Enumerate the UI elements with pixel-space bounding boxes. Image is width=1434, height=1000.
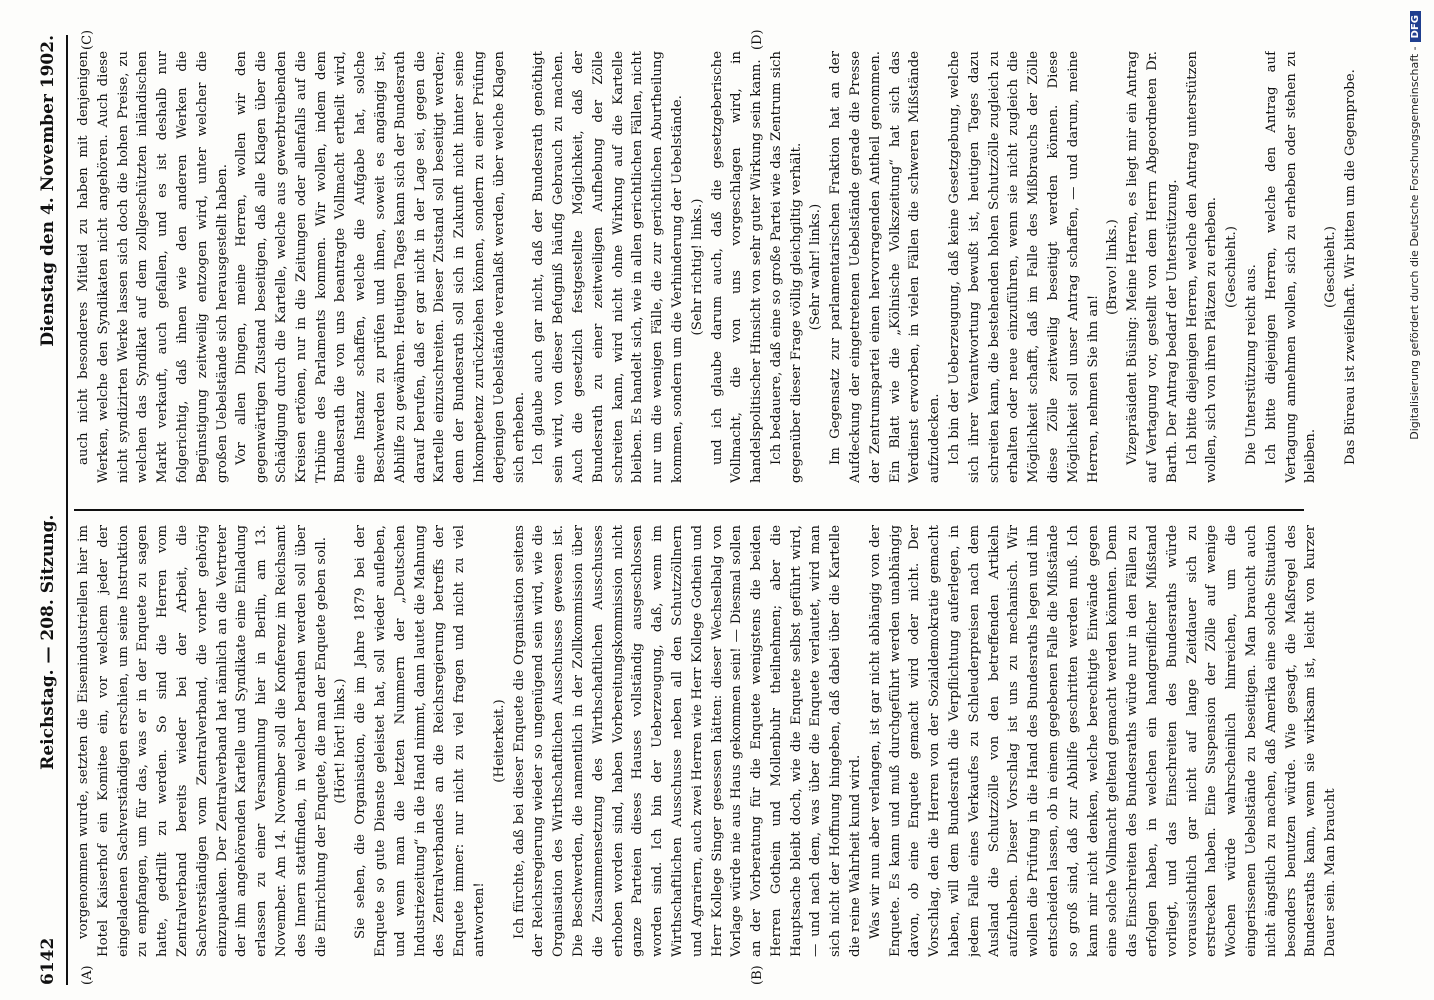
paragraph: Das Büreau ist zweifelhaft. Wir bitten um die Gegenprobe. bbox=[1343, 69, 1358, 465]
margin-letter-b: (B) bbox=[750, 965, 765, 985]
interjection: (Hört! hört! links.) bbox=[333, 678, 349, 804]
margin-letter-c: (C) bbox=[80, 29, 95, 50]
paragraph: Ich bitte diejenigen Herren, welche den Antrag unterstützen wollen, sich von ihren Plätzen zu erheben. bbox=[1184, 51, 1220, 483]
funding-text: Digitalisierung gefördert durch die Deutsche Forschungsgemeinschaft - bbox=[1408, 46, 1421, 440]
interjection: (Geschieht.) bbox=[1224, 226, 1240, 308]
margin-letter-d: (D) bbox=[750, 29, 765, 50]
paragraph: Was wir nun aber verlangen, ist gar nicht abhängig von der Enquete. Es kann und muß durchgeführt werden unabhängig davon, ob eine Enquete gemacht wird oder nicht. Der Vorschlag, den die Herren von der Sozialdemokratie gemacht haben, will dem Bundesrath die Verpflichtung auferlegen, in jedem Falle eines Verkaufes zu Schleuderpreisen nach dem Ausland die Schutzzölle von den betreffenden Artikeln aufzuheben. Dieser Vorschlag ist uns zu mechanisch. Wir wollen die Prüfung in die Hand des Bundesraths legen und ihn entscheiden lassen, ob in einem gegebenen Falle die Mißstände so groß sind, daß zur Abhilfe geschritten werden muß. Ich kann mir nicht denken, welche berechtigte Einwände gegen eine solche Vollmacht geltend gemacht werden könnten. Denn das Einschreiten des Bundesraths würde nur in den Fällen zu erfolgen haben, in welchen ein handgreiflicher Mißstand vorliegt, und das Einschreiten des Bundesraths würde voraussichtlich gar nicht auf lange Zeitdauer sich zu erstrecken haben. Eine Suspension der Zölle auf wenige Wochen würde wahrscheinlich hinreichen, um die eingerissenen Uebelstände zu beseitigen. Man braucht auch nicht ängstlich zu machen, daß Amerika eine solche Situation besonders benutzen würde. Wie gesagt, die Maßregel des Bundesraths kann, wenn sie wirksam ist, leicht von kurzer Dauer sein. Man braucht bbox=[867, 525, 1339, 957]
interjection: (Heiterkeit.) bbox=[491, 699, 507, 783]
interjection: (Sehr wahr! links.) bbox=[808, 203, 824, 331]
paragraph: Im Gegensatz zur parlamentarischen Fraktion hat an der Aufdeckung der eingetretenen Uebelstände gerade die Presse der Zentrumspartei einen hervorragenden Antheil genommen. Ein Blatt wie die „Kölnische Volkszeitung“ hat sich das Verdienst erworben, in vielen Fällen die schweren Mißstände aufzudecken. bbox=[828, 51, 943, 483]
left-column bbox=[74, 525, 1374, 957]
rotated-page-content bbox=[30, 29, 1390, 985]
page-header bbox=[30, 35, 68, 985]
paragraph: und ich glaube darum auch, daß die gesetzgeberische Vollmacht, die von uns vorgeschlagen wird, in handelspolitischer Hinsicht von sehr guter Wirkung sein kann. bbox=[709, 51, 765, 483]
paragraph: auch nicht besonderes Mitleid zu haben mit denjenigen Werken, welche den Syndikaten nicht angehören. Auch diese nicht syndizirten Werke lassen sich doch die hohen Preise, zu welchen das Syndikat auf dem zollgeschützten inländischen Markt verkauft, auch gefallen, und es ist deshalb nur folgerichtig, daß ihnen wie den anderen Werken die Begünstigung zeitweilig entzogen wird, unter welcher die großen Uebelstände sich herausgestellt haben. bbox=[76, 51, 230, 483]
interjection: (Geschieht.) bbox=[1323, 226, 1339, 308]
session-title: Reichstag. — 208. Sitzung. bbox=[38, 514, 58, 770]
paragraph: Ich bin der Ueberzeugung, daß keine Gesetzgebung, welche sich ihrer Verantwortung bewußt ist, heutigen Tages dazu schreiten kann, die bestehenden hohen Schutzzölle zugleich zu erhalten oder neue einzuführen, wenn sie nicht zugleich die Möglichkeit schafft, daß im Falle des Mißbrauchs der Zölle diese Zölle zeitweilig beseitigt werden können. Diese Möglichkeit soll unser Antrag schaffen, — und darum, meine Herren, nehmen Sie ihn an! bbox=[947, 51, 1101, 483]
column-divider bbox=[74, 509, 1304, 511]
interjection: (Sehr richtig! links.) bbox=[689, 198, 705, 336]
paragraph: vorgenommen wurde, setzten die Eisenindustriellen hier im Hotel Kaiserhof ein Komitee ein, vor welchem jeder der eingeladenen Sachverständigen erschien, um seine Instruktion zu empfangen, um für das, was er in der Enquete zu sagen hatte, gedrillt zu werden. So sind die Herren vom Zentralverband bereits wieder bei der Arbeit, die Sachverständigen vom Zentralverband, die vorher gehörig einzupauken. Der Zentralverband hat nämlich an die Vertreter der ihm angehörenden Kartelle und Syndikate eine Einladung erlassen zu einer Versammlung hier in Berlin, am 13. November. Am 14. November soll die Konferenz im Reichsamt des Innern stattfinden, in welcher berathen werden soll über die Einrichtung der Enquete, die man der Enquete geben soll. bbox=[76, 525, 329, 957]
paragraph: Ich bitte diejenigen Herren, welche den Antrag auf Vertagung annehmen wollen, sich zu erheben oder stehen zu bleiben. bbox=[1263, 51, 1319, 483]
paragraph: Ich fürchte, daß bei dieser Enquete die Organisation seitens der Reichsregierung wieder so ungenügend sein wird, wie die Organisation des Wirthschaftlichen Ausschusses gewesen ist. Die Beschwerden, die namentlich in der Zollkommission über die Zusammensetzung des Wirthschaftlichen Ausschusses erhoben worden sind, haben Vorbereitungskommission nicht ganze Parteien dieses Hauses vollständig ausgeschlossen worden sind. Ich bin der Ueberzeugung, daß, wenn im Wirthschaftlichen Ausschusse neben all den Schutzzöllnern und Agrariern, auch zwei Herren wie Herr Kollege Gothein und Herr Kollege Singer gesessen hätten: dieser Wechselbalg von Vorlage würde nie aus Haus gekommen sein! — Diesmal sollen an der Vorberatung für die Enquete wenigstens die beiden Herren Gothein und Mollenbuhr theilnehmen; aber die Hauptsache bleibt doch, wie die Enquete selbst geführt wird, — und nach dem, was über die Enquete verlautet, wird man sich nicht der Hoffnung hingeben, daß dabei über die Kartelle die reine Wahrheit kund wird. bbox=[511, 525, 864, 957]
paragraph: Ich glaube auch gar nicht, daß der Bundesrath genöthigt sein wird, von dieser Befugniß häufig Gebrauch zu machen. Auch die gesetzlich festgestellte Möglichkeit, daß der Bundesrath zu einer zeitweiligen Aufhebung der Zölle schreiten kann, wird nicht ohne Wirkung auf die Kartelle bleiben. Es handelt sich, wie in allen gerichtlichen Fällen, nicht nur um die wenigen Fälle, die zur gerichtlichen Aburtheilung kommen, sondern um die Verhinderung der Uebelstände. bbox=[531, 51, 685, 483]
paragraph: Die Unterstützung reicht aus. bbox=[1244, 264, 1260, 465]
paragraph: Ich bedauere, daß eine so große Partei wie das Zentrum sich gegenüber dieser Frage völlig gleichgiltig verhält. bbox=[768, 51, 804, 483]
paragraph: Vizepräsident Büsing: Meine Herren, es liegt mir ein Antrag auf Vertagung vor, gestellt von dem Herrn Abgeordneten Dr. Barth. Der Antrag bedarf der Unterstützung. bbox=[1125, 51, 1180, 483]
paragraph: Vor allen Dingen, meine Herren, wollen wir den gegenwärtigen Zustand beseitigen, daß alle Klagen über die Schädigung durch die Kartelle, welche aus gewerbtreibenden Kreisen ertönen, nur in die Zeitungen oder allenfalls auf die Tribüne des Parlaments kommen. Wir wollen, indem dem Bundesrath die von uns beantragte Vollmacht ertheilt wird, eine Instanz schaffen, welche die Aufgabe hat, solche Beschwerden zu prüfen und ihnen, soweit es angängig ist, Abhilfe zu gewähren. Heutigen Tages kann sich der Bundesrath darauf berufen, daß er gar nicht in der Lage sei, gegen die Kartelle einzuschreiten. Dieser Zustand soll beseitigt werden; denn der Bundesrath soll sich in Zukunft nicht hinter seine Inkompetenz zurückziehen können, sondern zu einer Prüfung derjenigen Uebelstände veranlaßt werden, über welche Klagen sich erheben. bbox=[234, 51, 527, 483]
dfg-logo: DFG bbox=[1410, 11, 1421, 42]
right-column bbox=[74, 51, 1374, 483]
session-date: Dienstag den 4. November 1902. bbox=[38, 35, 58, 347]
digitization-note bbox=[1408, 6, 1434, 996]
paragraph: Sie sehen, die Organisation, die im Jahre 1879 bei der Enquete so gute Dienste geleistet hat, soll wieder aufleben, und wenn man die letzten Nummern der „Deutschen Industriezeitung“ in die Hand nimmt, dann lautet die Mahnung des Zentralverbandes an die Reichsregierung betreffs der Enquete immer: nur nicht zu viel fragen und nicht zu viel antworten! bbox=[353, 525, 487, 957]
interjection: (Bravo! links.) bbox=[1105, 219, 1121, 315]
margin-letter-a: (A) bbox=[80, 965, 95, 985]
page-number: 6142 bbox=[38, 937, 58, 985]
